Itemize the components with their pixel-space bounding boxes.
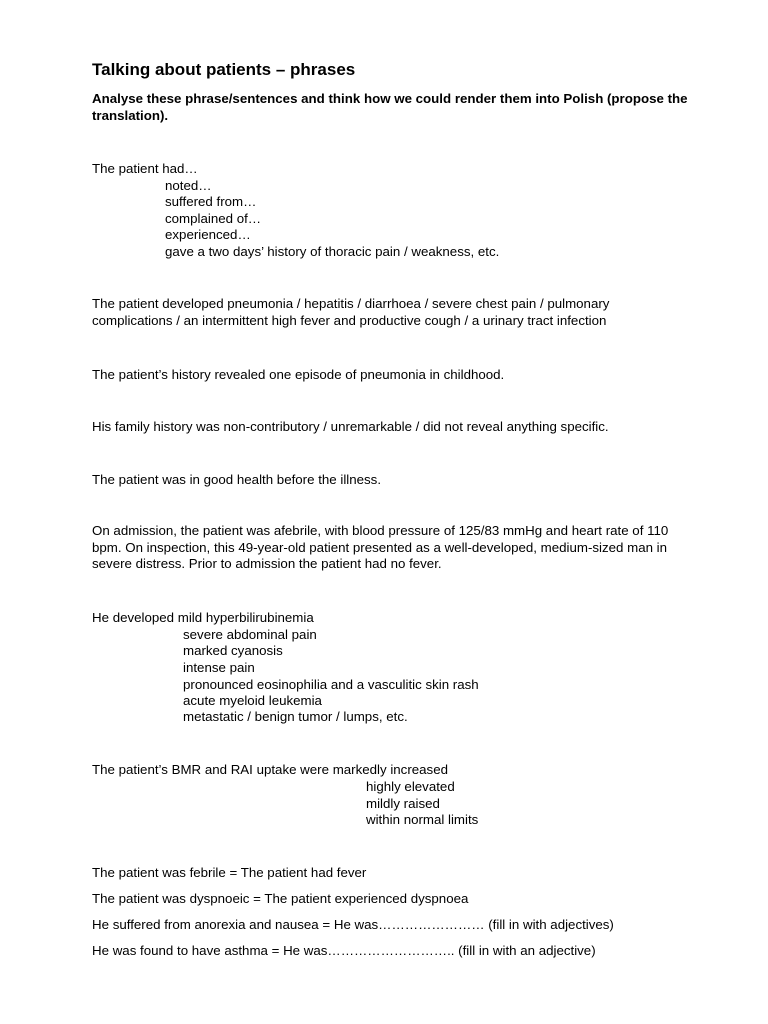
intro-instruction: Analyse these phrase/sentences and think how we could render them into Polish (propose the translation). bbox=[92, 91, 688, 123]
section1-item: experienced… bbox=[165, 227, 251, 242]
section1-item: complained of… bbox=[165, 211, 262, 226]
section1-item: suffered from… bbox=[165, 194, 257, 209]
paragraph-history: The patient’s history revealed one episode of pneumonia in childhood. bbox=[92, 367, 505, 382]
section2-item: severe abdominal pain bbox=[183, 627, 317, 642]
equivalence-dyspnoeic: The patient was dyspnoeic = The patient experienced dyspnoea bbox=[92, 891, 469, 906]
exercise-asthma: He was found to have asthma = He was……………………….. (fill in with an adjective) bbox=[92, 943, 596, 958]
page-title: Talking about patients – phrases bbox=[92, 60, 356, 79]
paragraph-health: The patient was in good health before the illness. bbox=[92, 472, 382, 487]
paragraph-admission: On admission, the patient was afebrile, with blood pressure of 125/83 mmHg and heart rate of 110 bpm. On inspection, this 49-year-old patient presented as a well-developed, medium-sized man in severe distress. Prior to admission the patient had no fever. bbox=[92, 523, 669, 571]
paragraph-developed: The patient developed pneumonia / hepatitis / diarrhoea / severe chest pain / pulmonary complications / an intermittent high fever and productive cough / a urinary tract infection bbox=[92, 296, 610, 328]
section2-lead: He developed mild hyperbilirubinemia bbox=[92, 610, 314, 625]
section1-lead: The patient had… bbox=[92, 161, 198, 176]
section2-item: intense pain bbox=[183, 660, 255, 675]
section3-item: mildly raised bbox=[366, 796, 440, 811]
section3-item: within normal limits bbox=[366, 812, 479, 827]
section2-item: metastatic / benign tumor / lumps, etc. bbox=[183, 709, 408, 724]
section3-item: highly elevated bbox=[366, 779, 455, 794]
section2-item: marked cyanosis bbox=[183, 643, 283, 658]
paragraph-family: His family history was non-contributory / unremarkable / did not reveal anything specific. bbox=[92, 419, 609, 434]
section1-item: gave a two days’ history of thoracic pain / weakness, etc. bbox=[165, 244, 500, 259]
section2-item: acute myeloid leukemia bbox=[183, 693, 322, 708]
exercise-anorexia: He suffered from anorexia and nausea = He was…………………… (fill in with adjectives) bbox=[92, 917, 614, 932]
section2-item: pronounced eosinophilia and a vasculitic skin rash bbox=[183, 677, 479, 692]
section1-item: noted… bbox=[165, 178, 212, 193]
section3-lead: The patient’s BMR and RAI uptake were markedly increased bbox=[92, 762, 448, 777]
equivalence-febrile: The patient was febrile = The patient had fever bbox=[92, 865, 367, 880]
